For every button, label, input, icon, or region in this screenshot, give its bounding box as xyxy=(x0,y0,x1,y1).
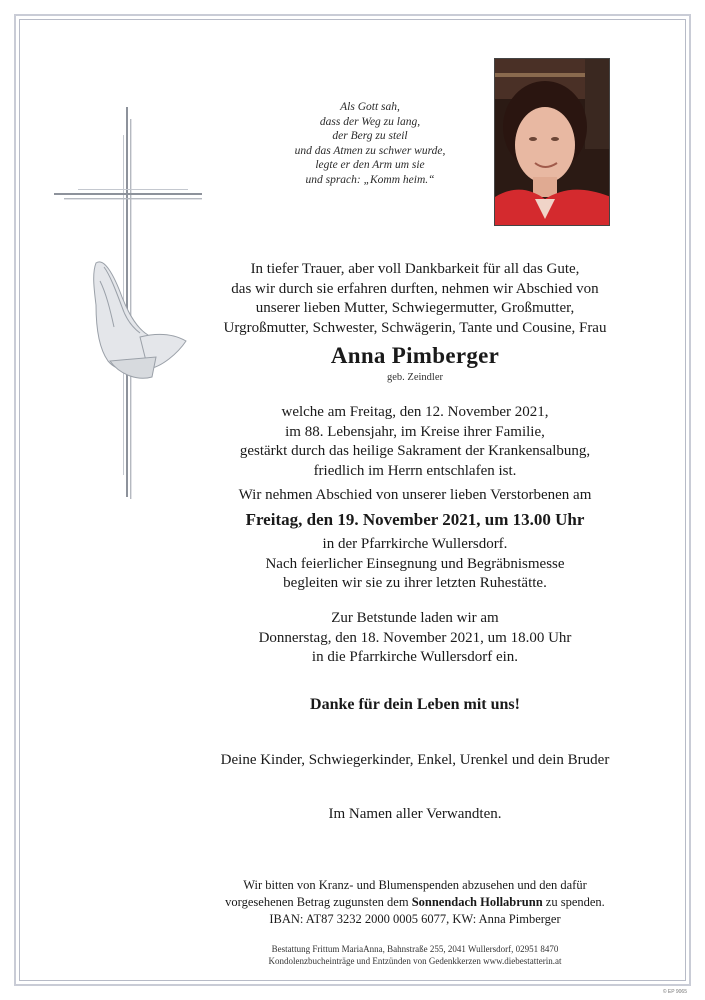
relatives-signature: Im Namen aller Verwandten. xyxy=(328,806,502,822)
donation-text: vorgesehenen Betrag zugunsten dem xyxy=(225,895,412,909)
poem-line: der Berg zu steil xyxy=(332,130,408,143)
intro-line: Urgroßmutter, Schwester, Schwägerin, Tante und Cousine, Frau xyxy=(223,320,607,337)
cross-with-praying-hands-icon xyxy=(52,105,212,505)
intro-line: das wir durch sie erfahren durften, nehmen wir Abschied von xyxy=(231,280,599,297)
footer-line: Bestattung Frittum MariaAnna, Bahnstraße 255, 2041 Wullersdorf, 02951 8470 xyxy=(271,944,559,954)
poem-line: Als Gott sah, xyxy=(340,101,400,113)
family-signature: Deine Kinder, Schwiegerkinder, Enkel, Urenkel und dein Bruder xyxy=(220,752,610,768)
funeral-home-footer xyxy=(195,944,635,967)
prayer-hour xyxy=(195,609,635,668)
death-notice-line: im 88. Lebensjahr, im Kreise ihrer Familie, xyxy=(285,423,545,440)
prayer-hour-line: Zur Betstunde laden wir am xyxy=(331,610,499,626)
intro-text xyxy=(195,260,635,339)
funeral-details xyxy=(195,535,635,594)
intro-line: unserer lieben Mutter, Schwiegermutter, Großmutter, xyxy=(255,300,575,317)
prayer-hour-line: Donnerstag, den 18. November 2021, um 18.00 Uhr xyxy=(258,629,572,646)
prayer-hour-line: in die Pfarrkirche Wullersdorf ein. xyxy=(311,649,519,666)
funeral-date: Freitag, den 19. November 2021, um 13.00 Uhr xyxy=(245,510,585,529)
thanks-heading: Danke für dein Leben mit uns! xyxy=(310,696,520,713)
death-notice-line: gestärkt durch das heilige Sakrament der Krankensalbung, xyxy=(239,443,591,460)
poem-line: und sprach: „Komm heim.“ xyxy=(305,173,435,186)
poem xyxy=(250,100,490,188)
death-notice-line: welche am Freitag, den 12. November 2021, xyxy=(281,404,549,420)
document-code: © EP 9065 xyxy=(662,989,687,995)
footer-line: Kondolenzbucheinträge und Entzünden von Gedenkkerzen www.diebestatterin.at xyxy=(268,955,562,966)
donation-recipient: Sonnendach Hollabrunn xyxy=(411,895,543,909)
poem-line: legte er den Arm um sie xyxy=(315,159,425,172)
donation-text: zu spenden. xyxy=(542,895,605,909)
portrait-photo xyxy=(494,58,610,226)
poem-line: und das Atmen zu schwer wurde, xyxy=(294,144,446,157)
intro-line: In tiefer Trauer, aber voll Dankbarkeit für all das Gute, xyxy=(250,261,580,277)
poem-line: dass der Weg zu lang, xyxy=(319,115,421,128)
born-name: geb. Zeindler xyxy=(387,372,443,383)
donation-note xyxy=(195,877,635,928)
funeral-details-line: in der Pfarrkirche Wullersdorf. xyxy=(322,536,508,552)
funeral-details-line: begleiten wir sie zu ihrer letzten Ruhestätte. xyxy=(283,575,547,592)
death-notice xyxy=(195,403,635,481)
donation-iban: IBAN: AT87 3232 2000 0005 6077, KW: Anna Pimberger xyxy=(269,912,561,926)
donation-line: Wir bitten von Kranz- und Blumenspenden abzusehen und den dafür xyxy=(243,878,587,892)
death-notice-line: friedlich im Herrn entschlafen ist. xyxy=(313,462,517,479)
funeral-intro: Wir nehmen Abschied von unserer lieben Verstorbenen am xyxy=(238,487,592,503)
funeral-details-line: Nach feierlicher Einsegnung und Begräbnismesse xyxy=(265,555,565,572)
deceased-name: Anna Pimberger xyxy=(330,343,500,368)
donation-line xyxy=(195,894,635,911)
